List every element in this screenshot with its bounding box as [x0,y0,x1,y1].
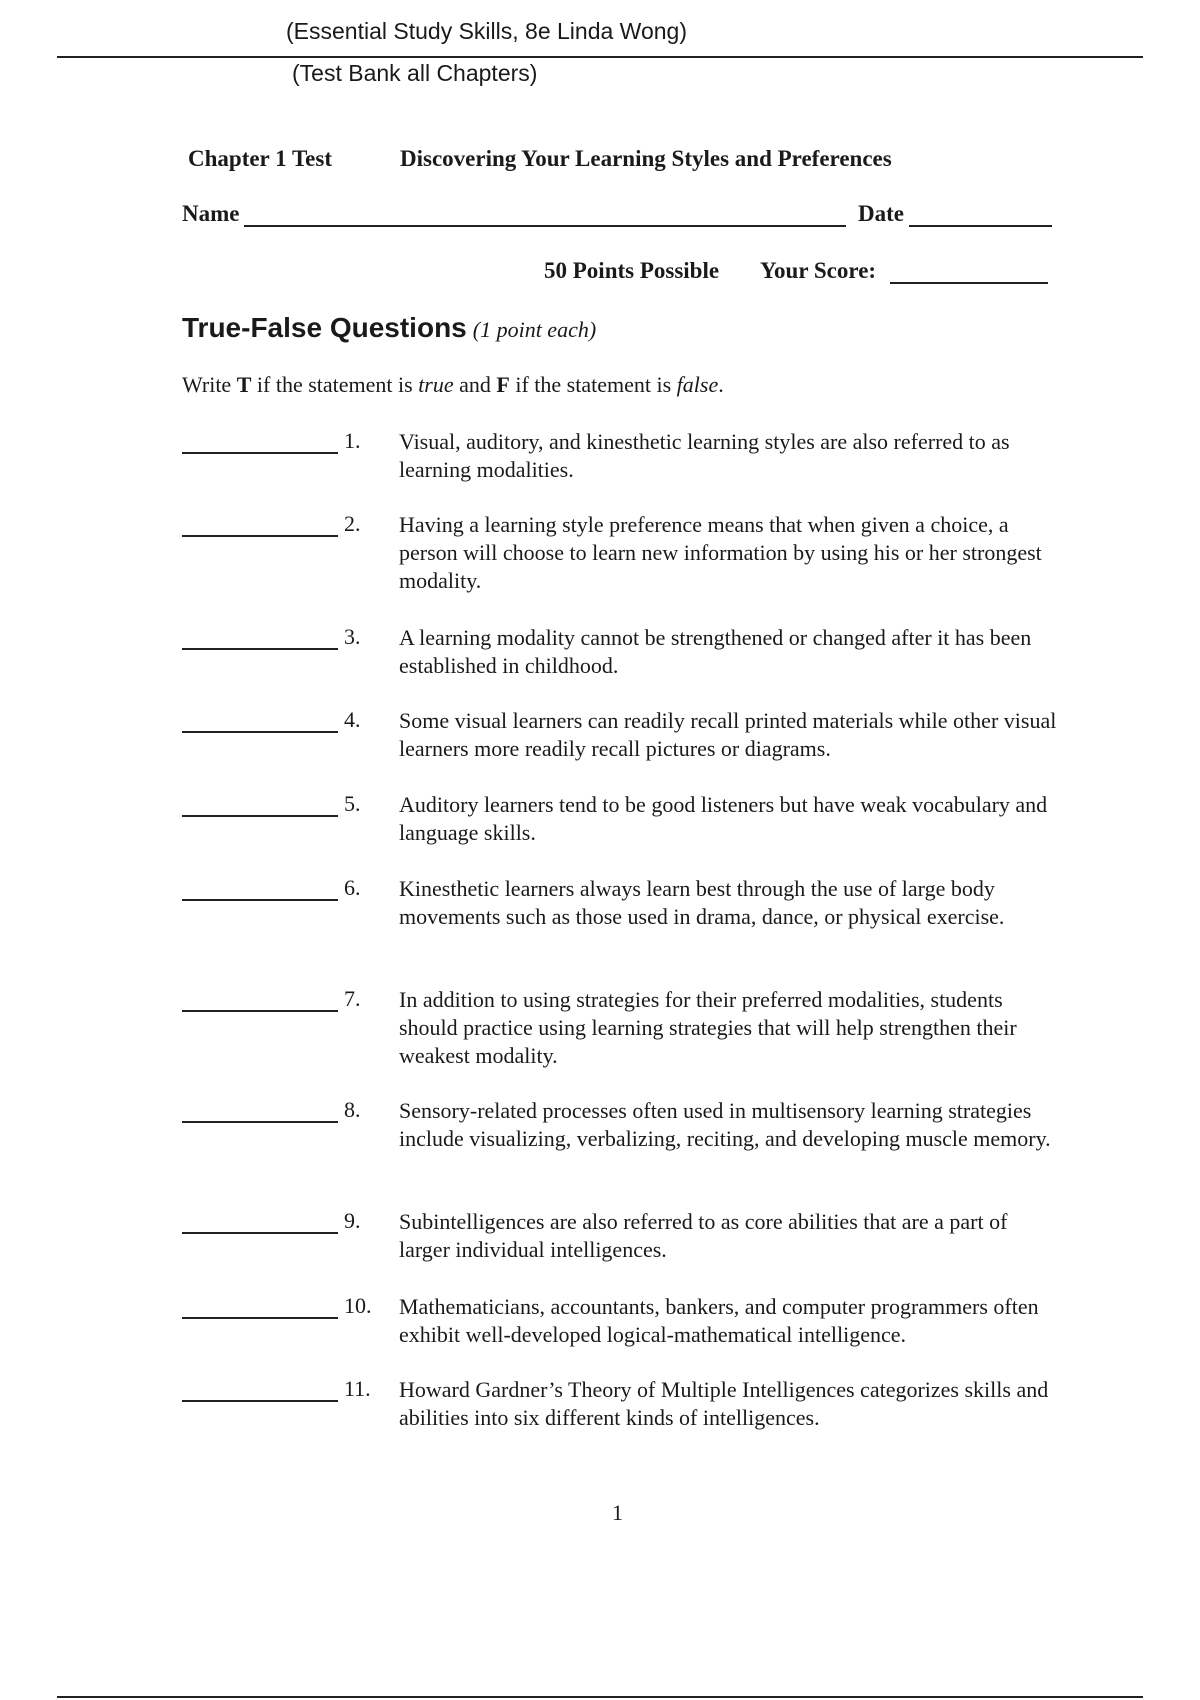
answer-blank[interactable] [182,1232,338,1234]
date-field[interactable] [909,225,1052,227]
instructions-text: if the statement is [509,372,677,397]
points-possible: 50 Points Possible [544,258,720,283]
question-text: In addition to using strategies for their preferred modalities, students should practice using learning strategies that will help strengthen their weakest modality. [399,987,1017,1068]
footer-divider [57,1696,1143,1698]
page-number: 1 [612,1500,623,1525]
chapter-title: Discovering Your Learning Styles and Preferences [400,146,892,171]
instructions-false: false [676,372,719,397]
question-number: 8. [344,1097,361,1122]
instructions [182,372,724,398]
question-number: 11. [344,1376,371,1401]
question-text: Sensory-related processes often used in multisensory learning strategies include visualizing, verbalizing, reciting, and developing muscle memory. [399,1098,1051,1151]
question-text: Auditory learners tend to be good listeners but have weak vocabulary and language skills. [399,792,1048,845]
question-number: 6. [344,875,361,900]
answer-blank[interactable] [182,731,338,733]
question-text: Kinesthetic learners always learn best through the use of large body movements such as those used in drama, dance, or physical exercise. [399,876,1005,929]
instructions-f: F [496,372,510,397]
question-text: Having a learning style preference means that when given a choice, a person will choose to learn new information by using his or her strongest modality. [399,512,1042,593]
question-text: Howard Gardner’s Theory of Multiple Intelligences categorizes skills and abilities into six different kinds of intelligences. [399,1377,1049,1430]
section-title-text: True-False Questions [182,312,467,343]
instructions-text: if the statement is [251,372,419,397]
question-number: 3. [344,624,361,649]
question-number: 9. [344,1208,361,1233]
instructions-text: Write [182,372,237,397]
answer-blank[interactable] [182,1010,338,1012]
header-divider [57,56,1143,58]
question-text: Mathematicians, accountants, bankers, and computer programmers often exhibit well-developed logical-mathematical intelligence. [399,1294,1039,1347]
answer-blank[interactable] [182,648,338,650]
answer-blank[interactable] [182,815,338,817]
section-subtitle: (1 point each) [472,317,597,342]
answer-blank[interactable] [182,899,338,901]
header-subtitle: (Test Bank all Chapters) [292,60,538,86]
question-number: 5. [344,791,361,816]
name-field[interactable] [244,225,846,227]
answer-blank[interactable] [182,1121,338,1123]
chapter-label: Chapter 1 Test [188,146,332,171]
answer-blank[interactable] [182,452,338,454]
question-text: A learning modality cannot be strengthened or changed after it has been established in childhood. [399,625,1032,678]
instructions-t: T [236,372,252,397]
date-label: Date [858,201,904,226]
name-label: Name [182,201,240,226]
question-number: 2. [344,511,361,536]
question-text: Subintelligences are also referred to as core abilities that are a part of larger individual intelligences. [399,1209,1008,1262]
question-number: 7. [344,986,361,1011]
question-number: 1. [344,428,361,453]
instructions-text: and [453,372,497,397]
instructions-text: . [718,372,724,397]
question-text: Visual, auditory, and kinesthetic learning styles are also referred to as learning modalities. [399,429,1010,482]
score-field[interactable] [890,282,1048,284]
score-label: Your Score: [760,258,877,283]
answer-blank[interactable] [182,1400,338,1402]
question-number: 4. [344,707,361,732]
question-number: 10. [344,1293,372,1318]
section-title [182,312,596,344]
answer-blank[interactable] [182,1317,338,1319]
header-book-title: (Essential Study Skills, 8e Linda Wong) [286,18,687,44]
question-text: Some visual learners can readily recall printed materials while other visual learners more readily recall pictures or diagrams. [399,708,1057,761]
answer-blank[interactable] [182,535,338,537]
instructions-true: true [418,372,454,397]
